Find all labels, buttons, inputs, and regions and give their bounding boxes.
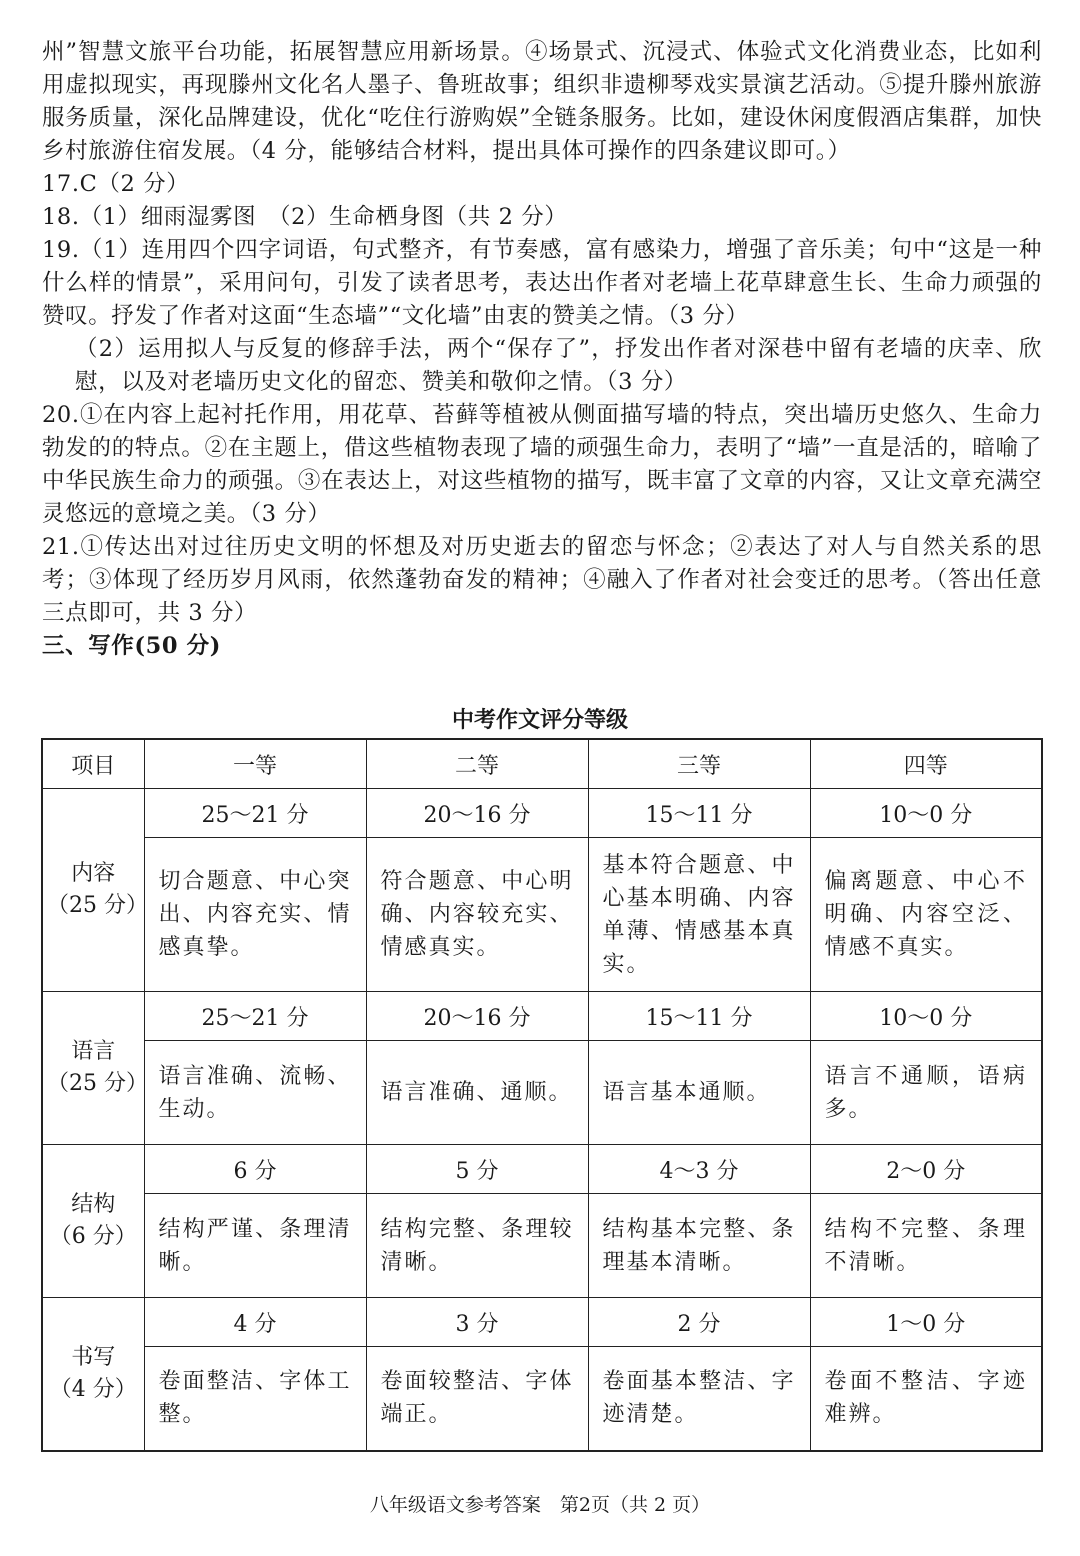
criteria-cell: 卷面较整洁、字体端正。 <box>366 1347 588 1451</box>
score-cell: 15～11 分 <box>588 789 810 838</box>
criteria-cell: 卷面基本整洁、字迹清楚。 <box>588 1347 810 1451</box>
answer-21: 21.①传达出对过往历史文明的怀想及对历史逝去的留恋与怀念；②表达了对人与自然关系的思考；③体现了经历岁月风雨，依然蓬勃奋发的精神；④融入了作者对社会变迁的思考。（答出任意三点即可，共 3 分） <box>42 534 1042 626</box>
criteria-cell: 偏离题意、中心不明确、内容空泛、情感不真实。 <box>810 838 1042 992</box>
score-cell: 25～21 分 <box>144 992 366 1041</box>
criteria-cell: 结构严谨、条理清晰。 <box>144 1194 366 1298</box>
score-cell: 5 分 <box>366 1145 588 1194</box>
answer-19-part-2: （2）运用拟人与反复的修辞手法，两个“保存了”，抒发出作者对深巷中留有老墙的庆幸、欣慰，以及对老墙历史文化的留恋、赞美和敬仰之情。（3 分） <box>75 336 1042 395</box>
score-cell: 3 分 <box>366 1298 588 1347</box>
score-cell: 25～21 分 <box>144 789 366 838</box>
criteria-cell: 结构基本完整、条理基本清晰。 <box>588 1194 810 1298</box>
score-cell: 4～3 分 <box>588 1145 810 1194</box>
row-item-label: 语言 <box>71 1039 116 1064</box>
table-row <box>42 1194 1042 1298</box>
header-item: 项目 <box>42 739 144 789</box>
row-item-points: （4 分） <box>49 1376 137 1402</box>
row-item-label: 书写 <box>71 1344 116 1370</box>
criteria-cell: 结构不完整、条理不清晰。 <box>810 1194 1042 1298</box>
criteria-cell: 语言基本通顺。 <box>588 1041 810 1145</box>
criteria-cell: 卷面整洁、字体工整。 <box>144 1347 366 1451</box>
table-row <box>42 1298 1042 1347</box>
criteria-cell: 切合题意、中心突出、内容充实、情感真挚。 <box>144 838 366 992</box>
table-header-row <box>42 739 1042 789</box>
answer-section <box>42 36 1042 663</box>
row-item-points: （25 分） <box>47 1071 148 1096</box>
header-grade-2: 二等 <box>366 739 588 789</box>
score-cell: 2～0 分 <box>810 1145 1042 1194</box>
score-cell: 6 分 <box>144 1145 366 1194</box>
grading-table <box>41 738 1043 1452</box>
criteria-cell: 卷面不整洁、字迹难辨。 <box>810 1347 1042 1451</box>
row-item-cell <box>42 789 148 992</box>
answer-20: 20.①在内容上起衬托作用，用花草、苔藓等植被从侧面描写墙的特点，突出墙历史悠久、生命力勃发的的特点。②在主题上，借这些植物表现了墙的顽强生命力，表明了“墙”一直是活的，暗喻了中华民族生命力的顽强。③在表达上，对这些植物的描写，既丰富了文章的内容，又让文章充满空灵悠远的意境之美。（3 分） <box>42 402 1042 527</box>
score-cell: 2 分 <box>588 1298 810 1347</box>
row-item-cell <box>42 992 148 1145</box>
criteria-cell: 语言准确、通顺。 <box>366 1041 588 1145</box>
section-heading-writing: 三、写作(50 分) <box>42 633 221 659</box>
answer-16-continued: 州”智慧文旅平台功能，拓展智慧应用新场景。④场景式、沉浸式、体验式文化消费业态，比如利用虚拟现实，再现滕州文化名人墨子、鲁班故事；组织非遗柳琴戏实景演艺活动。⑤提升滕州旅游服务质量，深化品牌建设，优化“吃住行游购娱”全链条服务。比如，建设休闲度假酒店集群，加快乡村旅游住宿发展。（4 分，能够结合材料，提出具体可操作的四条建议即可。） <box>42 39 1042 164</box>
table-row <box>42 838 1042 992</box>
header-grade-1: 一等 <box>144 739 366 789</box>
score-cell: 1～0 分 <box>810 1298 1042 1347</box>
header-grade-3: 三等 <box>588 739 810 789</box>
table-row <box>42 992 1042 1041</box>
criteria-cell: 结构完整、条理较清晰。 <box>366 1194 588 1298</box>
answer-19-part-1: 19.（1）连用四个四字词语，句式整齐，有节奏感，富有感染力，增强了音乐美；句中“这是一种什么样的情景”，采用问句，引发了读者思考，表达出作者对老墙上花草肆意生长、生命力顽强的赞叹。抒发了作者对这面“生态墙”“文化墙”由衷的赞美之情。（3 分） <box>42 237 1042 329</box>
score-cell: 15～11 分 <box>588 992 810 1041</box>
row-item-points: （6 分） <box>49 1224 137 1249</box>
table-title: 中考作文评分等级 <box>451 708 628 733</box>
answer-18: 18.（1）细雨湿雾图 （2）生命栖身图（共 2 分） <box>42 204 568 230</box>
score-cell: 20～16 分 <box>366 789 588 838</box>
table-row <box>42 1041 1042 1145</box>
row-item-label: 结构 <box>71 1192 116 1217</box>
header-grade-4: 四等 <box>810 739 1042 789</box>
page-footer: 八年级语文参考答案 第2页（共 2 页） <box>369 1494 711 1516</box>
score-cell: 10～0 分 <box>810 992 1042 1041</box>
table-row <box>42 1347 1042 1451</box>
row-item-cell <box>42 1145 144 1298</box>
table-row <box>42 1145 1042 1194</box>
row-item-points: （25 分） <box>47 893 148 918</box>
criteria-cell: 语言准确、流畅、生动。 <box>144 1041 366 1145</box>
score-cell: 20～16 分 <box>366 992 588 1041</box>
score-cell: 10～0 分 <box>810 789 1042 838</box>
row-item-cell <box>42 1298 144 1451</box>
criteria-cell: 符合题意、中心明确、内容较充实、情感真实。 <box>366 838 588 992</box>
score-cell: 4 分 <box>144 1298 366 1347</box>
criteria-cell: 基本符合题意、中心基本明确、内容单薄、情感基本真实。 <box>588 838 810 992</box>
row-item-label: 内容 <box>71 861 116 886</box>
criteria-cell: 语言不通顺，语病多。 <box>810 1041 1042 1145</box>
answer-17: 17.C（2 分） <box>42 171 190 197</box>
table-row <box>42 789 1042 838</box>
